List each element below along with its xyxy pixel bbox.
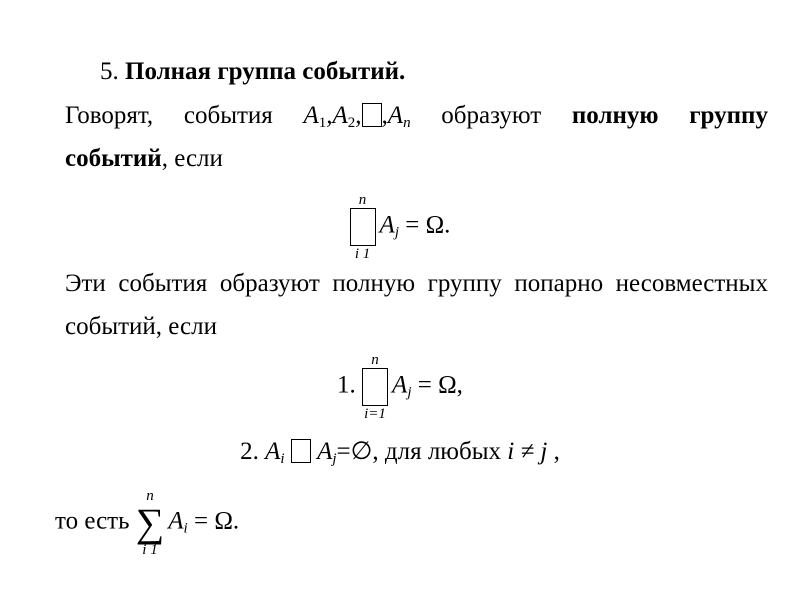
union-operator: n i=1 [362,352,388,422]
sum-operator: n ∑ i 1 [135,488,165,558]
missing-glyph-icon [350,208,376,246]
equation-union: n i 1 Aj = Ω. [0,192,800,262]
equation-sum: то есть n ∑ i 1 Ai = Ω. [55,488,240,558]
events-sequence: $A_1,A_2$, ,An [303,102,411,131]
section-number: 5. [100,58,119,85]
word: Говорят, [65,102,154,129]
paragraph-1-line-1 [65,102,768,132]
section-heading [100,58,405,86]
missing-glyph-icon [291,439,311,463]
equation-condition-1: 1. n i=1 Aj = Ω, [337,352,463,422]
missing-glyph-icon [362,103,382,127]
word: полную [571,102,659,129]
equation-condition-2: 2. Ai Aj=∅, для любых i ≠ j , [240,438,560,467]
word: группу [689,102,768,129]
word: события [183,102,273,129]
word: образуют [441,102,542,129]
paragraph-2-line-1: Эти события образуют полную группу попарно несовместных [65,270,768,297]
section-title: Полная группа событий. [125,58,406,85]
missing-glyph-icon [362,368,388,406]
union-operator: n i 1 [350,192,376,262]
paragraph-2-line-2: событий, если [65,313,217,340]
paragraph-1-line-2: событий, если [65,145,223,172]
